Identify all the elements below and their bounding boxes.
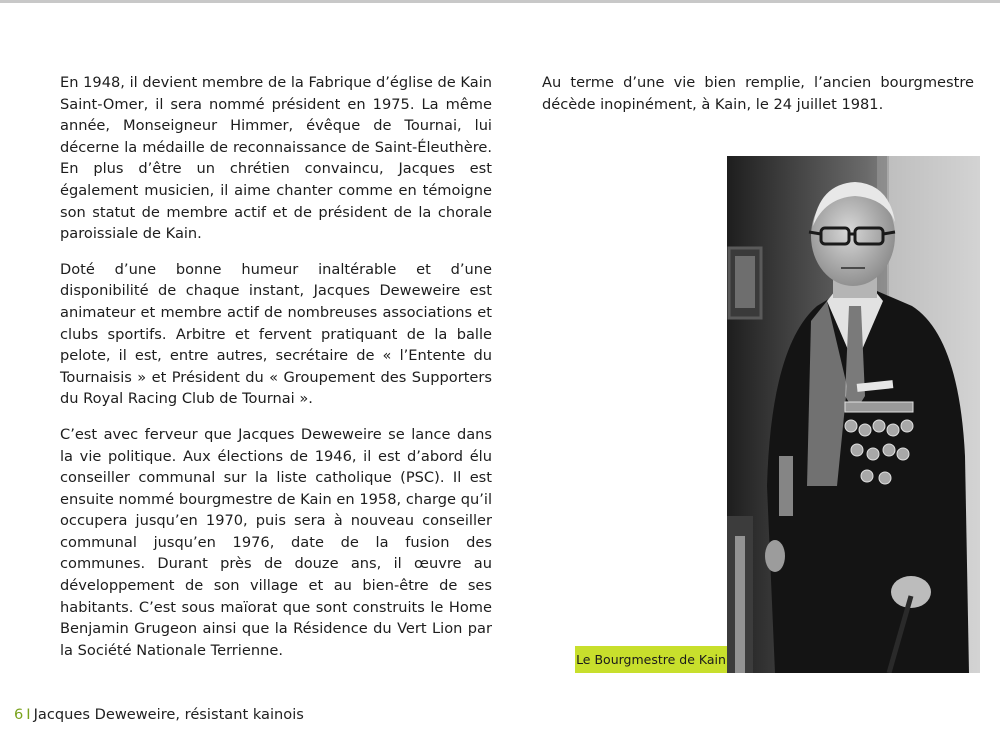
right-column <box>542 72 974 129</box>
portrait-illustration <box>727 156 980 673</box>
page-number: 6 <box>14 706 24 723</box>
top-rule <box>0 0 1000 3</box>
paragraph-associations: Doté d’une bonne humeur inaltérable et d’une disponibilité de chaque instant, Jacques Deweweire est animateur et membre actif de nombreuses associations et clubs sportifs. Arbitre et fervent pratiquant de la balle pelote, il est, entre autres, secrétaire de « l’Entente du Tournaisis » et Président du « Groupement des Supporters du Royal Racing Club de Tournai ». <box>60 260 492 408</box>
footer-separator: I <box>26 706 31 723</box>
photo-caption: Le Bourgmestre de Kain <box>575 646 727 673</box>
paragraph-deces: Au terme d’une vie bien remplie, l’ancien bourgmestre décède inopinément, à Kain, le 24 juillet 1981. <box>542 74 974 113</box>
portrait-photo <box>727 156 980 673</box>
left-column <box>60 72 492 675</box>
paragraph-fabrique: En 1948, il devient membre de la Fabrique d’église de Kain Saint-Omer, il sera nommé président en 1975. La même année, Monseigneur Himmer, évêque de Tournai, lui décerne la médaille de reconnaissance de Saint-Éleuthère. En plus d’être un chrétien convaincu, Jacques est également musicien, il aime chanter comme en témoigne son statut de membre actif et de président de la chorale paroissiale de Kain. <box>60 74 492 243</box>
page-footer <box>14 706 304 723</box>
paragraph-politique: C’est avec ferveur que Jacques Deweweire se lance dans la vie politique. Aux élections de 1946, il est d’abord élu conseiller communal sur la liste catholique (PSC). Il est ensuite nommé bourgmestre de Kain en 1958, charge qu’il occupera jusqu’en 1970, puis sera à nouveau conseiller communal jusqu’en 1976, date de la fusion des communes. Durant près de douze ans, il œuvre au développement de son village et au bien-être de ses habitants. C’est sous maïorat que sont construits le Home Benjamin Grugeon ainsi que la Résidence du Vert Lion par la Société Nationale Terrienne. <box>60 425 492 659</box>
footer-title: Jacques Deweweire, résistant kainois <box>33 706 304 723</box>
